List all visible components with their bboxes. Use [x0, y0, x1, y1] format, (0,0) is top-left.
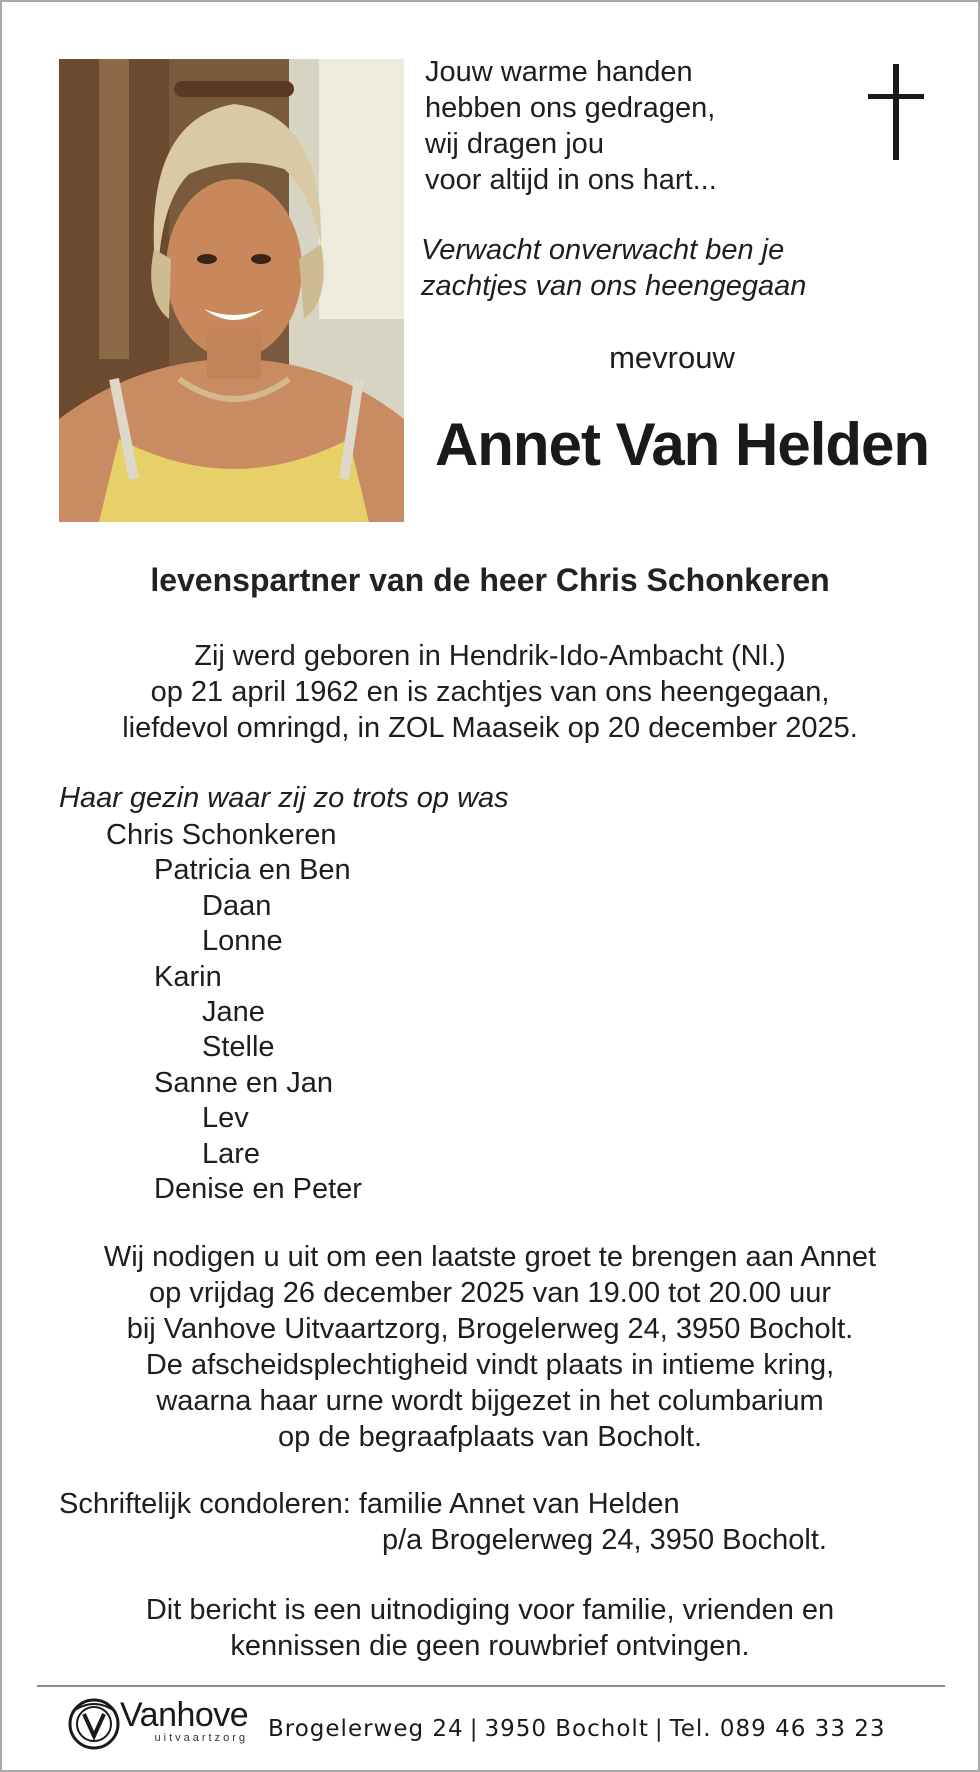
- brand-subtitle: uitvaartzorg: [154, 1732, 248, 1744]
- invitation-text: [2, 1239, 978, 1455]
- birth-line: Zij werd geboren in Hendrik-Ido-Ambacht (Nl.): [194, 640, 786, 672]
- poem-line: voor altijd in ons hart...: [425, 164, 717, 196]
- footer-contact: [268, 1716, 886, 1742]
- invitation-line: bij Vanhove Uitvaartzorg, Brogelerweg 24, 3950 Bocholt.: [126, 1313, 854, 1345]
- family-member: Lonne: [202, 925, 283, 958]
- notice-line: Dit bericht is een uitnodiging voor familie, vrienden en: [145, 1594, 835, 1626]
- family-member: Lare: [202, 1137, 261, 1170]
- family-member: Patricia en Ben: [154, 854, 351, 887]
- family-member: Sanne en Jan: [154, 1066, 333, 1099]
- invitation-line: op vrijdag 26 december 2025 van 19.00 tot 20.00 uur: [149, 1277, 831, 1309]
- partner-line: levenspartner van de heer Chris Schonkeren: [150, 562, 830, 598]
- birth-line: liefdevol omringd, in ZOL Maaseik op 20 december 2025.: [122, 712, 858, 744]
- condolence-address: p/a Brogelerweg 24, 3950 Bocholt.: [382, 1524, 827, 1556]
- portrait-photo: [59, 59, 404, 522]
- family-member: Karin: [154, 960, 222, 993]
- invitation-line: op de begraafplaats van Bocholt.: [277, 1421, 703, 1453]
- poem: [425, 54, 717, 198]
- deceased-name: Annet Van Helden: [434, 411, 930, 478]
- birth-text: [2, 638, 978, 746]
- invitation-line: waarna haar urne wordt bijgezet in het columbarium: [156, 1385, 824, 1417]
- family-member: Chris Schonkeren: [106, 819, 337, 851]
- poem-italic-line: zachtjes van ons heengegaan: [421, 270, 807, 302]
- notice-line: kennissen die geen rouwbrief ontvingen.: [230, 1630, 750, 1662]
- notice-text: [2, 1592, 978, 1664]
- family-member: Daan: [202, 889, 272, 922]
- poem-italic-line: Verwacht onverwacht ben je: [421, 234, 785, 266]
- brand-name: Vanhove: [120, 1696, 249, 1734]
- footer-divider: [37, 1685, 945, 1687]
- honorific: mevrouw: [609, 340, 735, 375]
- footer-phone: Tel. 089 46 33 23: [669, 1716, 886, 1742]
- condolence-line: Schriftelijk condoleren: familie Annet van Helden: [59, 1488, 680, 1520]
- family-member: Stelle: [202, 1031, 275, 1064]
- poem-line: Jouw warme handen: [425, 56, 693, 88]
- brand: [120, 1698, 248, 1744]
- birth-line: op 21 april 1962 en is zachtjes van ons heengegaan,: [150, 676, 830, 708]
- family-member: Jane: [202, 996, 265, 1029]
- cross-icon: [868, 64, 924, 160]
- footer-city: 3950 Bocholt: [484, 1716, 649, 1742]
- invitation-line: De afscheidsplechtigheid vindt plaats in intieme kring,: [145, 1349, 835, 1381]
- poem-line: wij dragen jou: [425, 128, 604, 160]
- poem-italic: [421, 232, 806, 304]
- invitation-line: Wij nodigen u uit om een laatste groet te brengen aan Annet: [103, 1241, 877, 1273]
- footer-separator: |: [654, 1716, 664, 1742]
- poem-line: hebben ons gedragen,: [425, 92, 716, 124]
- family-member: Lev: [202, 1102, 249, 1135]
- vanhove-logo-icon: [64, 1694, 128, 1752]
- family-heading: Haar gezin waar zij zo trots op was: [59, 782, 509, 814]
- footer-separator: |: [469, 1716, 479, 1742]
- family-member: Denise en Peter: [154, 1173, 362, 1206]
- family-list: [59, 818, 362, 1207]
- footer-address: Brogelerweg 24: [268, 1716, 464, 1742]
